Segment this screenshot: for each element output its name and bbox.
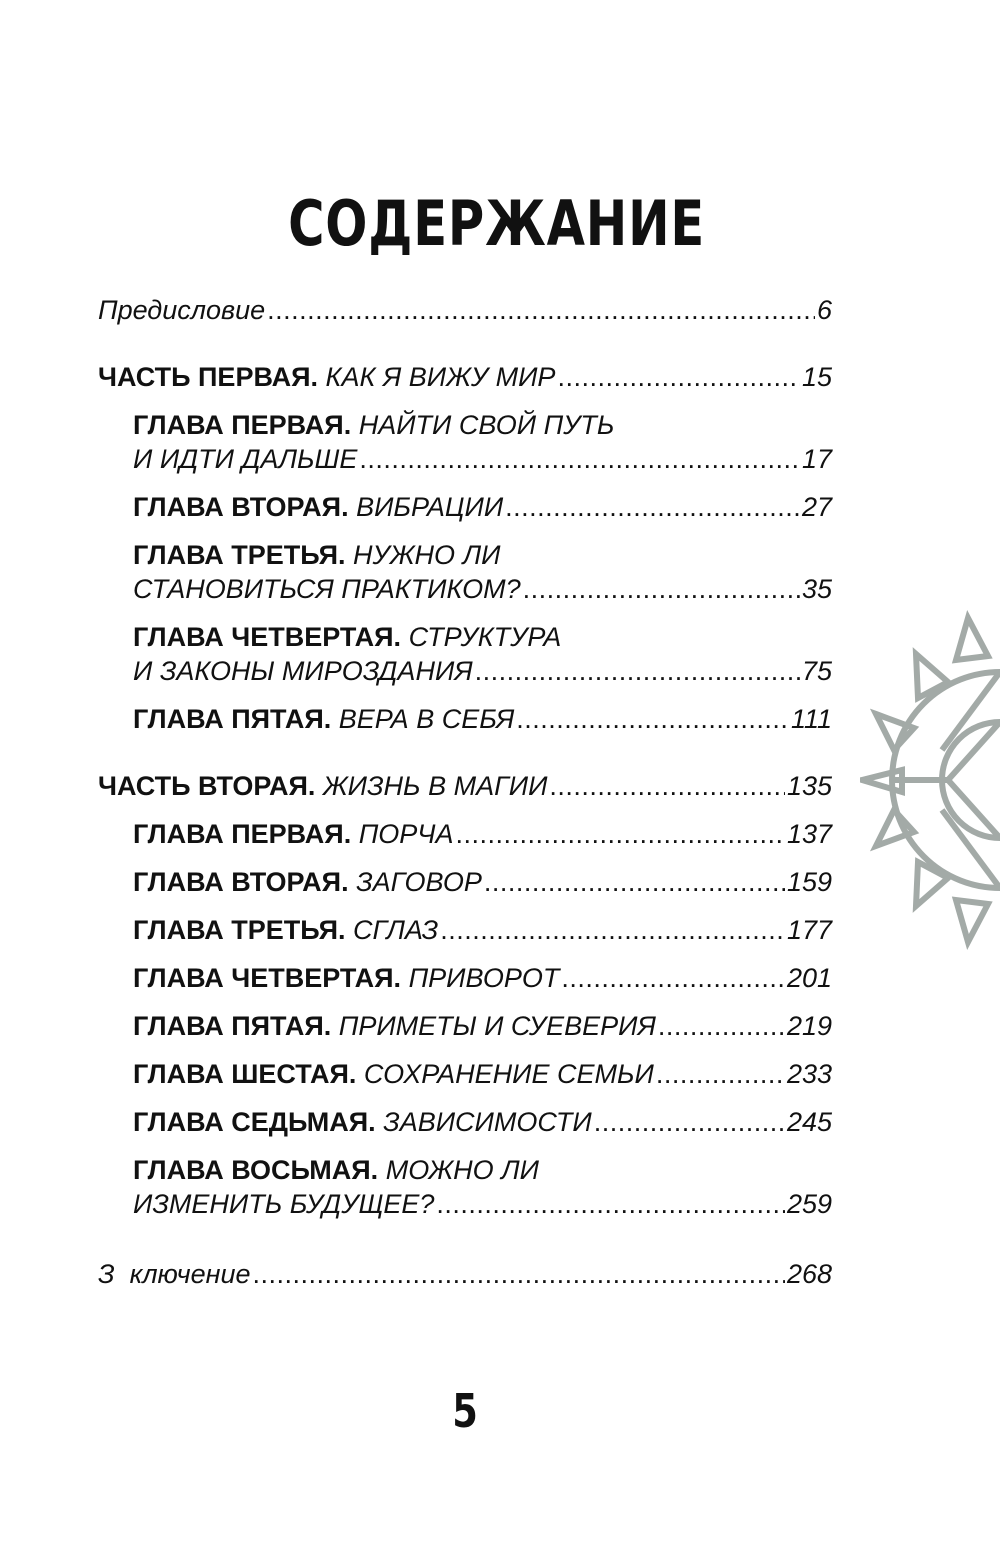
- chapter-label: ГЛАВА ВТОРАЯ.: [133, 867, 349, 897]
- chapter-title: НАЙТИ СВОЙ ПУТЬ: [358, 410, 615, 440]
- toc-entry-chapter[interactable]: [98, 1105, 832, 1139]
- chapter-title: МОЖНО ЛИ: [385, 1155, 539, 1185]
- part-title: КАК Я ВИЖУ МИР: [325, 362, 556, 392]
- toc-entry-chapter[interactable]: [98, 702, 832, 736]
- toc-entry-part-1[interactable]: [98, 360, 832, 394]
- toc-entry-chapter[interactable]: [98, 1009, 832, 1043]
- dot-leader: [267, 293, 815, 327]
- toc-page-number: 135: [786, 771, 832, 801]
- dot-leader: [359, 442, 800, 476]
- toc-entry-chapter[interactable]: [98, 620, 832, 688]
- chapter-title-continued: И ИДТИ ДАЛЬШЕ: [133, 444, 358, 474]
- dot-leader: [516, 702, 789, 736]
- dot-leader: [253, 1257, 785, 1291]
- toc-entry-part-2[interactable]: [98, 769, 832, 803]
- part-label: ЧАСТЬ ВТОРАЯ.: [98, 771, 316, 801]
- chapter-title: ВИБРАЦИИ: [356, 492, 504, 522]
- toc-entry-chapter[interactable]: [98, 913, 832, 947]
- chapter-title: ВЕРА В СЕБЯ: [338, 704, 515, 734]
- toc-entry-title: Предисловие: [98, 295, 266, 325]
- chapter-label: ГЛАВА ТРЕТЬЯ.: [133, 915, 346, 945]
- chapter-label: ГЛАВА ЧЕТВЕРТАЯ.: [133, 963, 402, 993]
- toc-entry-chapter[interactable]: [98, 1153, 832, 1221]
- chapter-title: ЗАВИСИМОСТИ: [383, 1107, 592, 1137]
- page-title: СОДЕРЖАНИЕ: [288, 187, 706, 260]
- chapter-title: СТРУКТУРА: [408, 622, 562, 652]
- chapter-label: ГЛАВА ВОСЬМАЯ.: [133, 1155, 379, 1185]
- toc-page-number: 177: [786, 915, 832, 945]
- toc-page-number: 233: [786, 1059, 832, 1089]
- chapter-title-continued: И ЗАКОНЫ МИРОЗДАНИЯ: [133, 656, 473, 686]
- chapter-title: СГЛАЗ: [353, 915, 439, 945]
- toc-entry-chapter[interactable]: [98, 961, 832, 995]
- chapter-title: ПРИМЕТЫ И СУЕВЕРИЯ: [338, 1011, 656, 1041]
- dot-leader: [594, 1105, 785, 1139]
- toc-page-number: 27: [801, 492, 832, 522]
- toc-page-number: 159: [786, 867, 832, 897]
- toc-page-number: 201: [786, 963, 832, 993]
- chapter-label: ГЛАВА ПЯТАЯ.: [133, 1011, 332, 1041]
- chapter-label: ГЛАВА ПЕРВАЯ.: [133, 819, 352, 849]
- part-label: ЧАСТЬ ПЕРВАЯ.: [98, 362, 319, 392]
- table-of-contents: [98, 293, 832, 1291]
- toc-page-number: 268: [786, 1259, 832, 1289]
- dot-leader: [557, 360, 800, 394]
- toc-entry-chapter[interactable]: [98, 538, 832, 606]
- dot-leader: [436, 1187, 785, 1221]
- toc-entry-chapter[interactable]: [98, 490, 832, 524]
- toc-entry-chapter[interactable]: [98, 865, 832, 899]
- toc-page-number: 35: [801, 574, 832, 604]
- chapter-title-continued: СТАНОВИТЬСЯ ПРАКТИКОМ?: [133, 574, 521, 604]
- chapter-label: ГЛАВА ТРЕТЬЯ.: [133, 540, 346, 570]
- toc-page-number: 137: [786, 819, 832, 849]
- chapter-title: СОХРАНЕНИЕ СЕМЬИ: [363, 1059, 654, 1089]
- page-number: 5: [452, 1384, 478, 1438]
- dot-leader: [475, 654, 800, 688]
- toc-entry-chapter[interactable]: [98, 408, 832, 476]
- chapter-title: ПРИВОРОТ: [408, 963, 560, 993]
- chapter-label: ГЛАВА ПЕРВАЯ.: [133, 410, 352, 440]
- toc-page-number: 245: [786, 1107, 832, 1137]
- toc-entry-chapter[interactable]: [98, 1057, 832, 1091]
- part-title: ЖИЗНЬ В МАГИИ: [322, 771, 548, 801]
- dot-leader: [440, 913, 785, 947]
- toc-page-number: 111: [790, 704, 832, 734]
- dot-leader: [484, 865, 785, 899]
- toc-entry-conclusion[interactable]: [98, 1257, 832, 1291]
- toc-page-number: 219: [786, 1011, 832, 1041]
- chapter-label: ГЛАВА ЧЕТВЕРТАЯ.: [133, 622, 402, 652]
- chapter-title: ЗАГОВОР: [356, 867, 482, 897]
- toc-entry-preface[interactable]: [98, 293, 832, 327]
- chapter-label: ГЛАВА ПЯТАЯ.: [133, 704, 332, 734]
- toc-page-number: 17: [801, 444, 832, 474]
- dot-leader: [549, 769, 785, 803]
- toc-entry-chapter[interactable]: [98, 817, 832, 851]
- dot-leader: [456, 817, 785, 851]
- toc-page-number: 6: [816, 295, 832, 325]
- toc-page-number: 75: [801, 656, 832, 686]
- chapter-label: ГЛАВА ВТОРАЯ.: [133, 492, 349, 522]
- chapter-label: ГЛАВА ШЕСТАЯ.: [133, 1059, 357, 1089]
- sun-ornament-icon: [860, 610, 1000, 950]
- dot-leader: [561, 961, 785, 995]
- toc-page-number: 15: [801, 362, 832, 392]
- chapter-title-continued: ИЗМЕНИТЬ БУДУЩЕЕ?: [133, 1189, 435, 1219]
- chapter-title: НУЖНО ЛИ: [353, 540, 501, 570]
- dot-leader: [505, 490, 800, 524]
- chapter-label: ГЛАВА СЕДЬМАЯ.: [133, 1107, 376, 1137]
- dot-leader: [656, 1057, 785, 1091]
- dot-leader: [523, 572, 800, 606]
- toc-page-number: 259: [786, 1189, 832, 1219]
- dot-leader: [658, 1009, 785, 1043]
- chapter-title: ПОРЧА: [358, 819, 454, 849]
- toc-entry-title: З ключение: [98, 1259, 251, 1289]
